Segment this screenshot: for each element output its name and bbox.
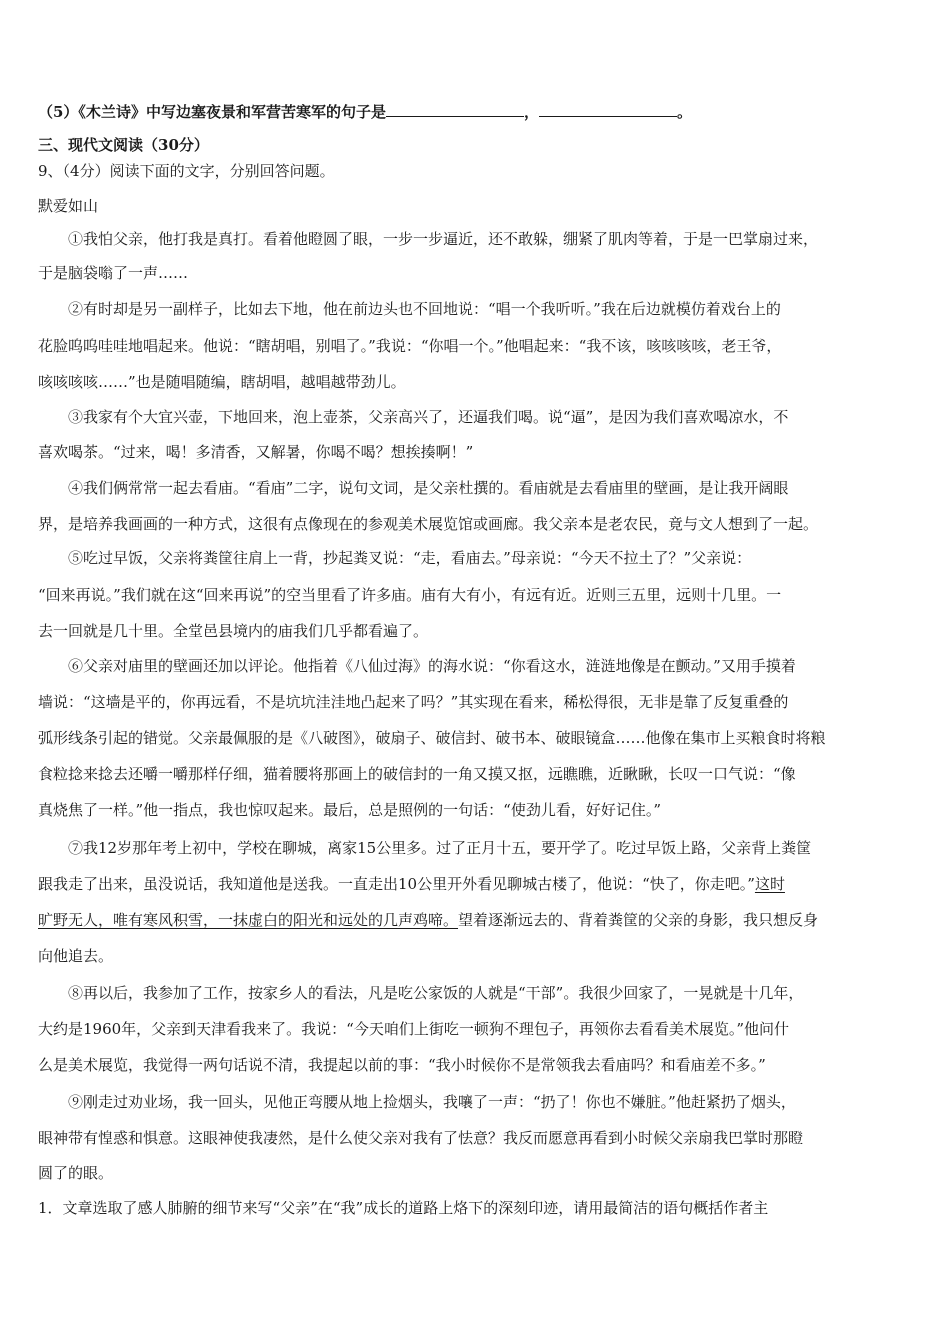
question-9-intro: 9、（4分）阅读下面的文字，分别回答问题。 — [38, 162, 335, 180]
paragraph-2-line-1: ②有时却是另一副样子，比如去下地，他在前边头也不回地说：“唱一个我听听。”我在后边就模仿着戏台上的 — [68, 300, 781, 318]
paragraph-7-line-2 — [38, 873, 910, 895]
paragraph-6-line-3: 弧形线条引起的错觉。父亲最佩服的是《八破图》，破扇子、破信封、破书本、破眼镜盒……他像在集市上买粮食时将粮 — [38, 729, 826, 747]
underlined-sentence: 旷野无人，唯有寒风积雪，一抹虚白的阳光和远处的几声鸡啼。 — [38, 911, 459, 929]
section-3-title: 三、现代文阅读（30分） — [38, 136, 209, 154]
paragraph-7-line-1: ⑦我12岁那年考上初中，学校在聊城，离家15公里多。过了正月十五，要开学了。吃过早饭上路，父亲背上粪筐 — [68, 839, 812, 857]
paragraph-2-line-2: 花脸呜呜哇哇地唱起来。他说：“瞎胡唱，别唱了。”我说：“你唱一个。”他唱起来：“我不该，咳咳咳咳，老王爷， — [38, 337, 782, 355]
paragraph-4-line-1: ④我们俩常常一起去看庙。“看庙”二字，说句文词，是父亲杜撰的。看庙就是去看庙里的壁画，是让我开阔眼 — [68, 479, 789, 497]
paragraph-7-line-2-text: 跟我走了出来，虽没说话，我知道他是送我。一直走出10公里开外看见聊城古楼了，他说：“快了，你走吧。” — [38, 875, 755, 893]
paragraph-9-line-3: 圆了的眼。 — [38, 1164, 114, 1182]
paragraph-7-line-3-text: 望着逐渐远去的、背着粪筐的父亲的身影，我只想反身 — [458, 911, 819, 929]
paragraph-8-line-2: 大约是1960年，父亲到天津看我来了。我说：“今天咱们上街吃一顿狗不理包子，再领你去看看美术展览。”他问什 — [38, 1020, 790, 1038]
paragraph-5-line-3: 去一回就是几十里。全堂邑县境内的庙我们几乎都看遍了。 — [38, 622, 429, 640]
paragraph-9-line-1: ⑨刚走过劝业场，我一回头，见他正弯腰从地上捡烟头，我嚷了一声：“扔了！你也不嫌脏。”他赶紧扔了烟头， — [68, 1093, 796, 1111]
question-5-separator: ， — [523, 103, 539, 121]
question-1: 1．文章选取了感人肺腑的细节来写“父亲”在“我”成长的道路上烙下的深刻印迹，请用最简洁的语句概括作者主 — [38, 1199, 769, 1217]
paragraph-6-line-4: 食粒捻来捻去还嚼一嚼那样仔细，猫着腰将那画上的破信封的一角又摸又抠，远瞧瞧，近瞅瞅，长叹一口气说：“像 — [38, 765, 796, 783]
paragraph-9-line-2: 眼神带有惶惑和惧意。这眼神使我凄然，是什么使父亲对我有了怯意？我反而愿意再看到小时候父亲扇我巴掌时那瞪 — [38, 1129, 804, 1147]
paragraph-7-line-3 — [38, 909, 910, 931]
question-5-text: （5）《木兰诗》中写边塞夜景和军营苦寒军的句子是 — [38, 103, 386, 121]
paragraph-1-line-1: ①我怕父亲，他打我是真打。看着他瞪圆了眼，一步一步逼近，还不敢躲，绷紧了肌肉等着，于是一巴掌扇过来， — [68, 230, 819, 248]
paragraph-6-line-2: 墙说：“这墙是平的，你再远看，不是坑坑洼洼地凸起来了吗？”其实现在看来，稀松得很，无非是靠了反复重叠的 — [38, 693, 789, 711]
answer-blank-2[interactable] — [539, 102, 677, 117]
paragraph-2-line-3: 咳咳咳咳……”也是随唱随编，瞎胡唱，越唱越带劲儿。 — [38, 373, 406, 391]
paragraph-6-line-1: ⑥父亲对庙里的壁画还加以评论。他指着《八仙过海》的海水说：“你看这水，涟涟地像是在颤动。”又用手摸着 — [68, 657, 796, 675]
paragraph-4-line-2: 界，是培养我画画的一种方式，这很有点像现在的参观美术展览馆或画廊。我父亲本是老农民，竟与文人想到了一起。 — [38, 515, 819, 533]
paragraph-8-line-3: 么是美术展览，我觉得一两句话说不清，我提起以前的事：“我小时候你不是常领我去看庙吗？和看庙差不多。” — [38, 1056, 766, 1074]
paragraph-6-line-5: 真烧焦了一样。”他一指点，我也惊叹起来。最后，总是照例的一句话：“使劲儿看，好好记住。” — [38, 801, 662, 819]
paragraph-3-line-2: 喜欢喝茶。“过来，喝！多清香，又解暑，你喝不喝？想挨揍啊！” — [38, 443, 474, 461]
paragraph-8-line-1: ⑧再以后，我参加了工作，按家乡人的看法，凡是吃公家饭的人就是“干部”。我很少回家了，一晃就是十几年， — [68, 984, 804, 1002]
paragraph-1-line-2: 于是脑袋嗡了一声…… — [38, 264, 189, 282]
underlined-sentence-start: 这时 — [754, 875, 785, 893]
question-5 — [38, 101, 910, 123]
paragraph-5-line-1: ⑤吃过早饭，父亲将粪筐往肩上一背，抄起粪叉说：“走，看庙去。”母亲说：“今天不拉土了？”父亲说： — [68, 549, 752, 567]
paragraph-7-line-4: 向他追去。 — [38, 947, 114, 965]
article-title: 默爱如山 — [38, 197, 99, 215]
answer-blank-1[interactable] — [386, 102, 524, 117]
paragraph-3-line-1: ③我家有个大宜兴壶，下地回来，泡上壶茶，父亲高兴了，还逼我们喝。说“逼”，是因为我们喜欢喝凉水，不 — [68, 408, 789, 426]
question-5-end: 。 — [676, 103, 692, 121]
paragraph-5-line-2: “回来再说。”我们就在这“回来再说”的空当里看了许多庙。庙有大有小，有远有近。近则三五里，远则十几里。一 — [38, 586, 782, 604]
